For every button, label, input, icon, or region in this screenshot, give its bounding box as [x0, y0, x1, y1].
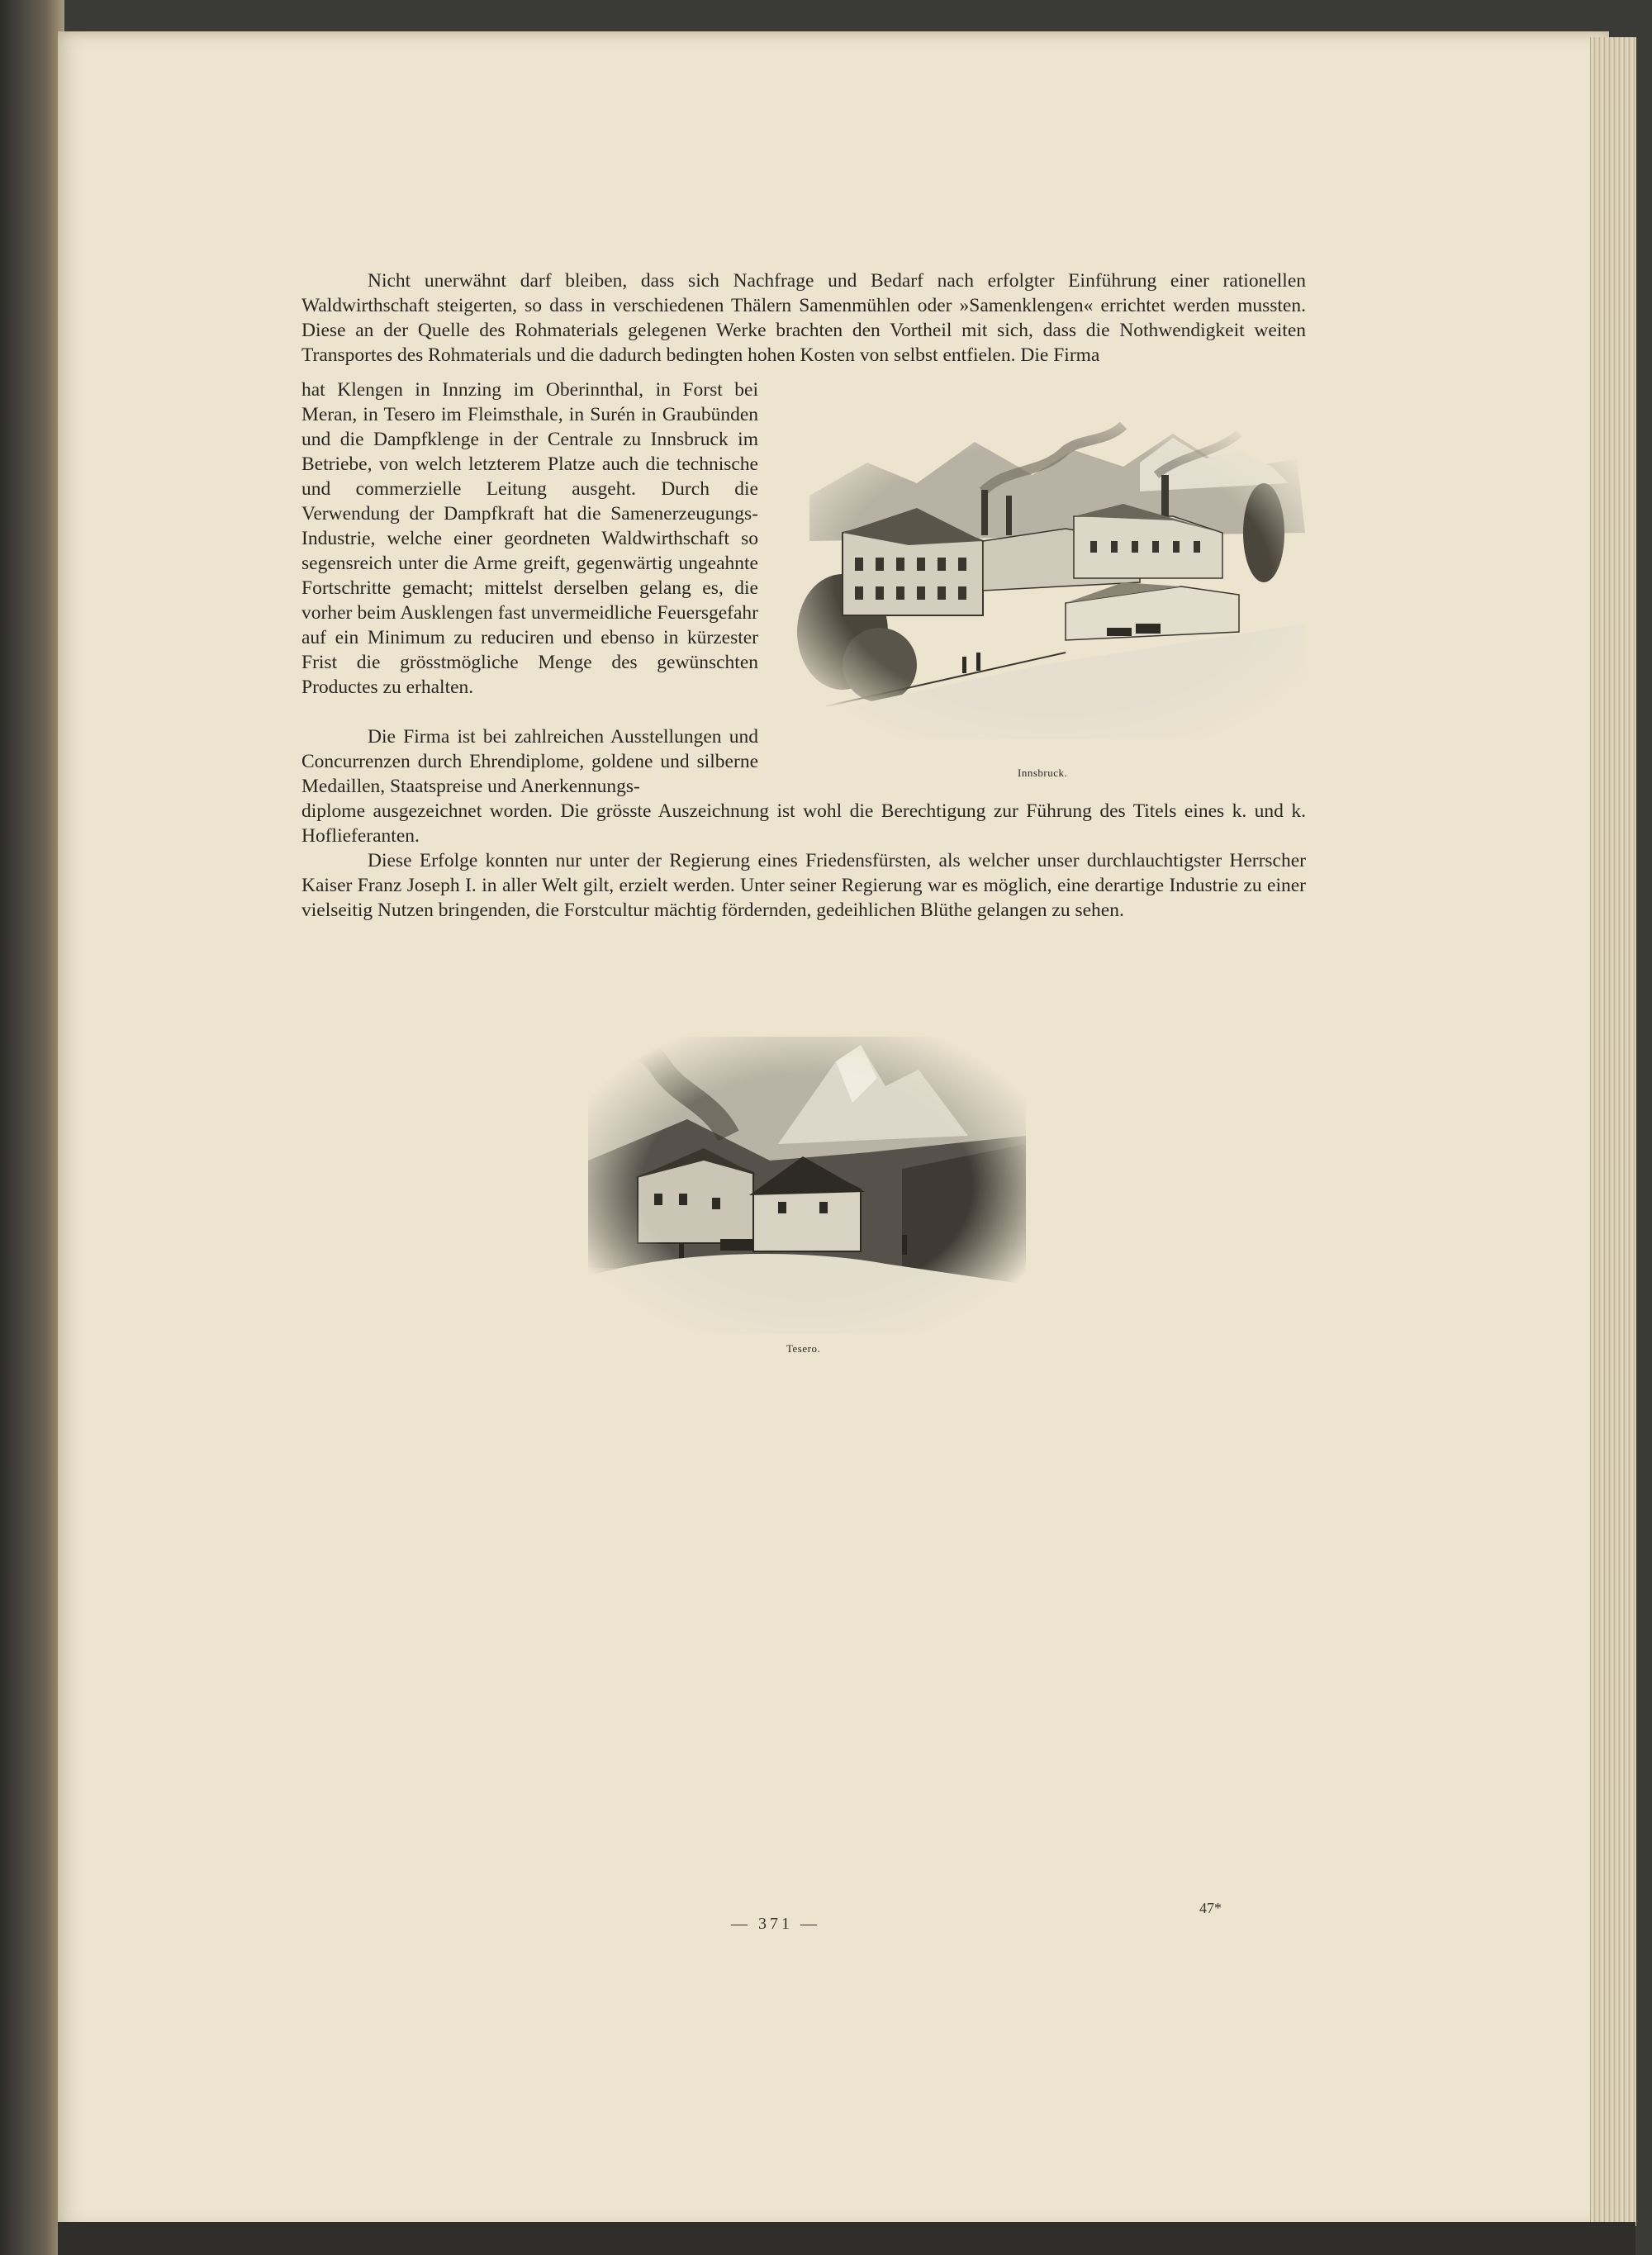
paragraph-1-narrow-text: hat Klengen in Innzing im Oberinnthal, in Forst bei Meran, in Tesero im Fleimsthale, in Surén in Graubünden und die Dampfklenge in der Centrale zu Innsbruck im Betriebe, von welch letzterem Platze auch die technische und commerzielle Leitung ausgeht. Durch die Verwendung der Dampfkraft hat die Samenerzeugungs-Industrie, welche einer geordneten Waldwirthschaft so segensreich unter die Arme greift, gegenwärtig ungeahnte Fortschritte gemacht; mittelst derselben gelang es, die vorher beim Ausklengen fast unvermeidliche Feuersgefahr auf ein Minimum zu reduciren und ebenso in kürzester Frist die grösstmögliche Menge des gewünschten Productes zu erhalten.: [301, 379, 758, 698]
paragraph-1-continuation: [301, 377, 758, 700]
paragraph-2-continuation: [301, 799, 1306, 848]
page-number: — 371 —: [731, 1915, 820, 1933]
paragraph-2-wide-text: diplome ausgezeichnet worden. Die grösste Auszeichnung ist wohl die Berechtigung zur Führung des Titels eines k. und k. Hoflieferanten.: [301, 800, 1306, 847]
innsbruck-factory-illustration: [793, 417, 1313, 739]
paragraph-3: [301, 848, 1306, 923]
paragraph-2-narrow-text: Die Firma ist bei zahlreichen Ausstellungen und Concurrenzen durch Ehrendiplome, goldene und silberne Medaillen, Staatspreise und Anerkennungs-: [301, 726, 758, 797]
book-binding: [0, 0, 64, 2255]
paragraph-2-start: [301, 724, 758, 799]
caption-innsbruck: Innsbruck.: [1018, 767, 1068, 779]
paragraph-1-intro: [301, 268, 1306, 368]
caption-tesero: Tesero.: [786, 1342, 821, 1355]
tesero-mill-illustration: [588, 1037, 1026, 1334]
paragraph-1-text: Nicht unerwähnt darf bleiben, dass sich Nachfrage und Bedarf nach erfolgter Einführung einer rationellen Waldwirthschaft steigerten, so dass in verschiedenen Thälern Samenmühlen oder »Samenklengen« errichtet werden mussten. Diese an der Quelle des Rohmaterials gelegenen Werke brachten den Vortheil mit sich, dass die Nothwendigkeit weiten Transportes des Rohmaterials und die dadurch bedingten hohen Kosten von selbst entfielen. Die Firma: [301, 270, 1306, 366]
paragraph-3-text: Diese Erfolge konnten nur unter der Regierung eines Friedensfürsten, als welcher unser durchlauchtigster Herrscher Kaiser Franz Joseph I. in aller Welt gilt, erzielt werden. Unter seiner Regierung war es möglich, eine derartige Industrie zu einer vielseitig Nutzen bringenden, die Forstcultur mächtig fördernden, gedeihlichen Blüthe gelangen zu sehen.: [301, 850, 1306, 921]
scan-background: [58, 2222, 1635, 2255]
signature-mark: 47*: [1199, 1900, 1222, 1916]
page-edges: [1590, 37, 1636, 2226]
